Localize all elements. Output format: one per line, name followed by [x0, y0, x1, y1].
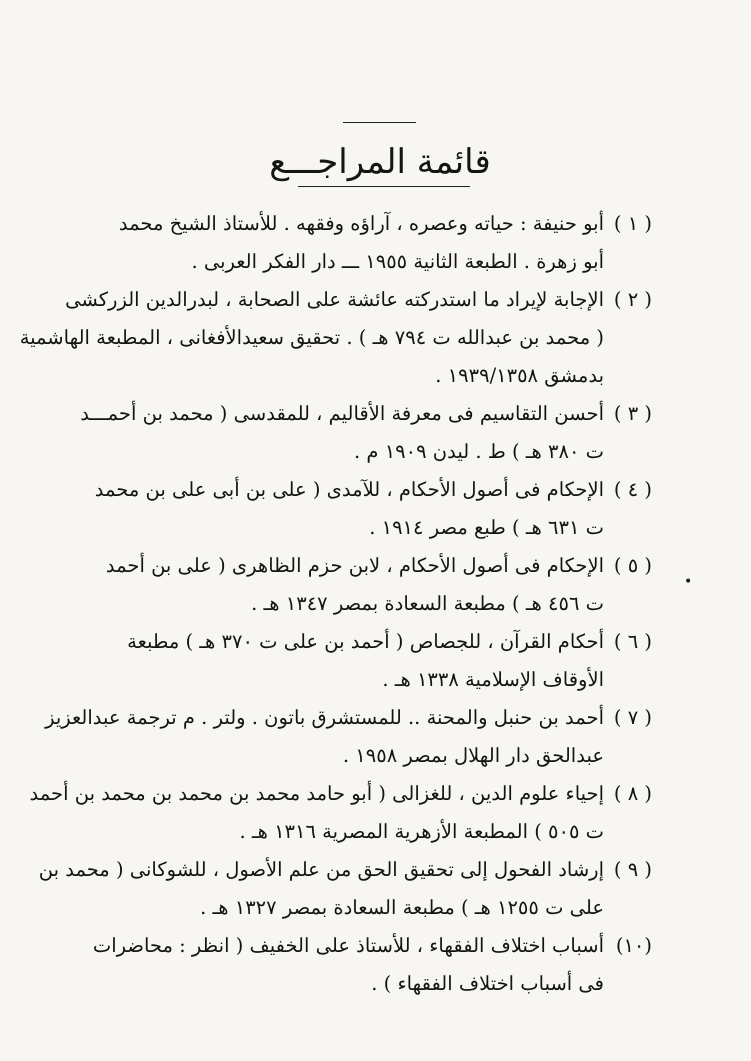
reference-entry [94, 471, 652, 547]
reference-entry [19, 281, 652, 395]
header-rule [343, 122, 416, 123]
reference-line: الأوقاف الإسلامية ١٣٣٨ هـ . [382, 668, 604, 691]
reference-line: أحسن التقاسيم فى معرفة الأقاليم ، للمقدسى ( محمد بن أحمـــد [80, 402, 604, 425]
reference-line: ت ٤٥٦ هـ ) مطبعة السعادة بمصر ١٣٤٧ هـ . [251, 592, 604, 615]
reference-entry [92, 927, 652, 1003]
reference-number: ( ١ ) [613, 212, 652, 235]
reference-line: على ت ١٢٥٥ هـ ) مطبعة السعادة بمصر ١٣٢٧ هـ . [200, 896, 604, 919]
reference-line: أحكام القرآن ، للجصاص ( أحمد بن على ت ٣٧٠ هـ ) مطبعة [127, 630, 604, 653]
title-underline [298, 186, 470, 187]
reference-line: الإحكام فى أصول الأحكام ، للآمدى ( على بن أبى على بن محمد [94, 478, 604, 501]
reference-entry [105, 547, 652, 623]
reference-entry [112, 623, 652, 699]
reference-number: ( ٥ ) [613, 554, 652, 577]
reference-line: الإحكام فى أصول الأحكام ، لابن حزم الظاهرى ( على بن أحمد [105, 554, 604, 577]
reference-number: (١٠) [615, 934, 652, 957]
reference-line: أبو زهرة . الطبعة الثانية ١٩٥٥ ـــ دار الفكر العربى . [191, 250, 604, 273]
reference-line: أبو حنيفة : حياته وعصره ، آراؤه وفقهه . للأستاذ الشيخ محمد [118, 212, 604, 235]
reference-number: ( ٣ ) [613, 402, 652, 425]
reference-number: ( ٩ ) [613, 858, 652, 881]
reference-entry [29, 775, 652, 851]
reference-number: ( ٧ ) [613, 706, 652, 729]
reference-entry [80, 395, 652, 471]
reference-number: ( ٦ ) [613, 630, 652, 653]
reference-entry [45, 699, 652, 775]
reference-number: ( ٤ ) [613, 478, 652, 501]
reference-line: إحياء علوم الدين ، للغزالى ( أبو حامد محمد بن محمد بن محمد بن أحمد [29, 782, 604, 805]
reference-line: ت ٦٣١ هـ ) طبع مصر ١٩١٤ . [369, 516, 604, 539]
reference-line: بدمشق ١٩٣٩/١٣٥٨ . [435, 364, 604, 387]
reference-entry [38, 851, 652, 927]
reference-line: فى أسباب اختلاف الفقهاء ) . [371, 972, 604, 995]
reference-line: ت ٣٨٠ هـ ) ط . ليدن ١٩٠٩ م . [354, 440, 604, 463]
reference-line: ( محمد بن عبدالله ت ٧٩٤ هـ ) . تحقيق سعيدالأفغانى ، المطبعة الهاشمية [19, 326, 604, 349]
reference-line: إرشاد الفحول إلى تحقيق الحق من علم الأصول ، للشوكانى ( محمد بن [38, 858, 604, 881]
margin-mark: • [684, 574, 693, 590]
page-title: قائمة المراجـــع [269, 142, 491, 182]
reference-entry [112, 205, 652, 281]
reference-line: أسباب اختلاف الفقهاء ، للأستاذ على الخفيف ( انظر : محاضرات [92, 934, 604, 957]
reference-line: عبدالحق دار الهلال بمصر ١٩٥٨ . [342, 744, 604, 767]
reference-line: ت ٥٠٥ ) المطبعة الأزهرية المصرية ١٣١٦ هـ . [239, 820, 604, 843]
references-list [19, 205, 652, 1003]
reference-number: ( ٨ ) [613, 782, 652, 805]
reference-number: ( ٢ ) [613, 288, 652, 311]
reference-line: أحمد بن حنبل والمحنة .. للمستشرق باتون . ولتر . م ترجمة عبدالعزيز [45, 706, 604, 729]
reference-line: الإجابة لإيراد ما استدركته عائشة على الصحابة ، لبدرالدين الزركشى [65, 288, 604, 311]
